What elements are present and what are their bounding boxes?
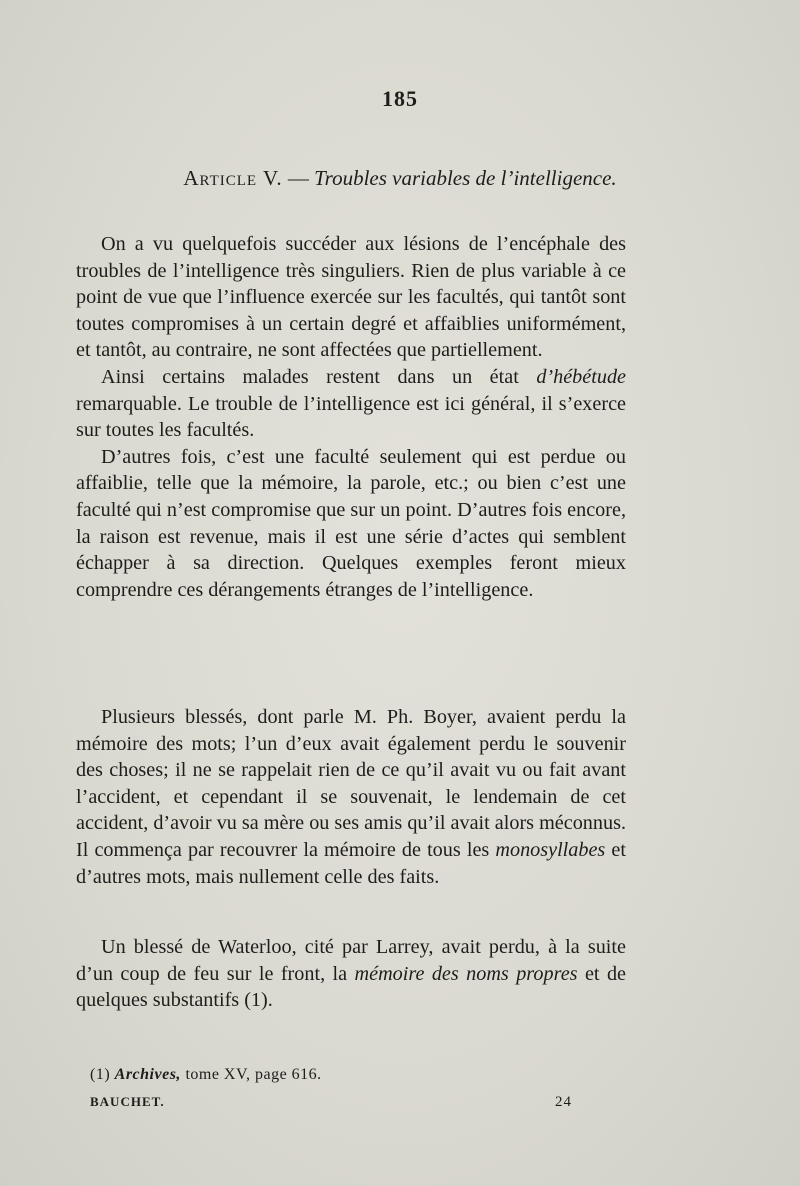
text-block-2 [76, 704, 626, 890]
heading-separator: — [282, 166, 315, 190]
footnote-detail: tome XV, page 616. [180, 1066, 322, 1083]
paragraph-4-emphasis: monosyllabes [495, 838, 606, 861]
paragraph-4-text-a: Plusieurs blessés, dont parle M. Ph. Boyer, avaient perdu la mémoire des mots; l’un d’eux avait également perdu le souvenir des choses; il ne se rappelait rien de ce qu’il avait vu ou fait avant l’accident, et cependant il se souvenait, le lendemain de cet accident, d’avoir vu sa mère ou ses amis qu’il avait alors méconnus. Il commença par recouvrer la mémoire de tous les [76, 706, 626, 861]
paragraph-4 [76, 704, 626, 890]
article-label: Article V. [183, 166, 283, 190]
paragraph-3: D’autres fois, c’est une faculté seulement qui est perdue ou affaiblie, telle que la mémoire, la parole, etc.; ou bien c’est une faculté qui n’est compromise que sur un point. D’autres fois encore, la raison est revenue, mais il est une série d’actes qui semblent échapper à sa direction. Quelques exemples feront mieux comprendre ces dérangements étranges de l’intelligence. [76, 445, 626, 601]
paragraph-2-text-b: remarquable. Le trouble de l’intelligence est ici général, il s’exerce sur toutes les facultés. [76, 392, 626, 442]
footnote-source: Archives, [114, 1066, 181, 1083]
paragraph-5-text-b: et de quelques substantifs (1). [76, 962, 626, 1012]
paragraph-5-emphasis: mémoire des noms propres [354, 962, 578, 985]
printer-signature: BAUCHET. [90, 1094, 165, 1109]
paragraph-1: On a vu quelquefois succéder aux lésions de l’encéphale des troubles de l’intelligence très singuliers. Rien de plus variable à ce point de vue que l’influence exercée sur les facultés, qui tantôt sont toutes compromises à un certain degré et affaiblies uniformément, et tantôt, au contraire, ne sont affectées que partiellement. [76, 233, 626, 362]
page-number: 185 [382, 86, 418, 111]
paragraph-5 [76, 934, 626, 1014]
article-heading [0, 166, 800, 191]
footnote [90, 1066, 322, 1084]
paragraph-2-emphasis: d’hébétude [536, 365, 626, 388]
footnote-marker: (1) [90, 1066, 115, 1083]
text-block-3 [76, 934, 626, 1014]
text-block-1 [76, 231, 626, 603]
article-title: Troubles variables de l’intelligence. [314, 166, 617, 190]
paragraph-4-text-b: et d’autres mots, mais nullement celle des faits. [76, 838, 626, 888]
paragraph-5-text-a: Un blessé de Waterloo, cité par Larrey, avait perdu, à la suite d’un coup de feu sur le front, la [76, 936, 626, 985]
sheet-number: 24 [555, 1094, 572, 1110]
paragraph-2-text-a: Ainsi certains malades restent dans un état [101, 365, 537, 388]
paragraph-2 [76, 364, 626, 444]
signature-line [90, 1094, 572, 1110]
